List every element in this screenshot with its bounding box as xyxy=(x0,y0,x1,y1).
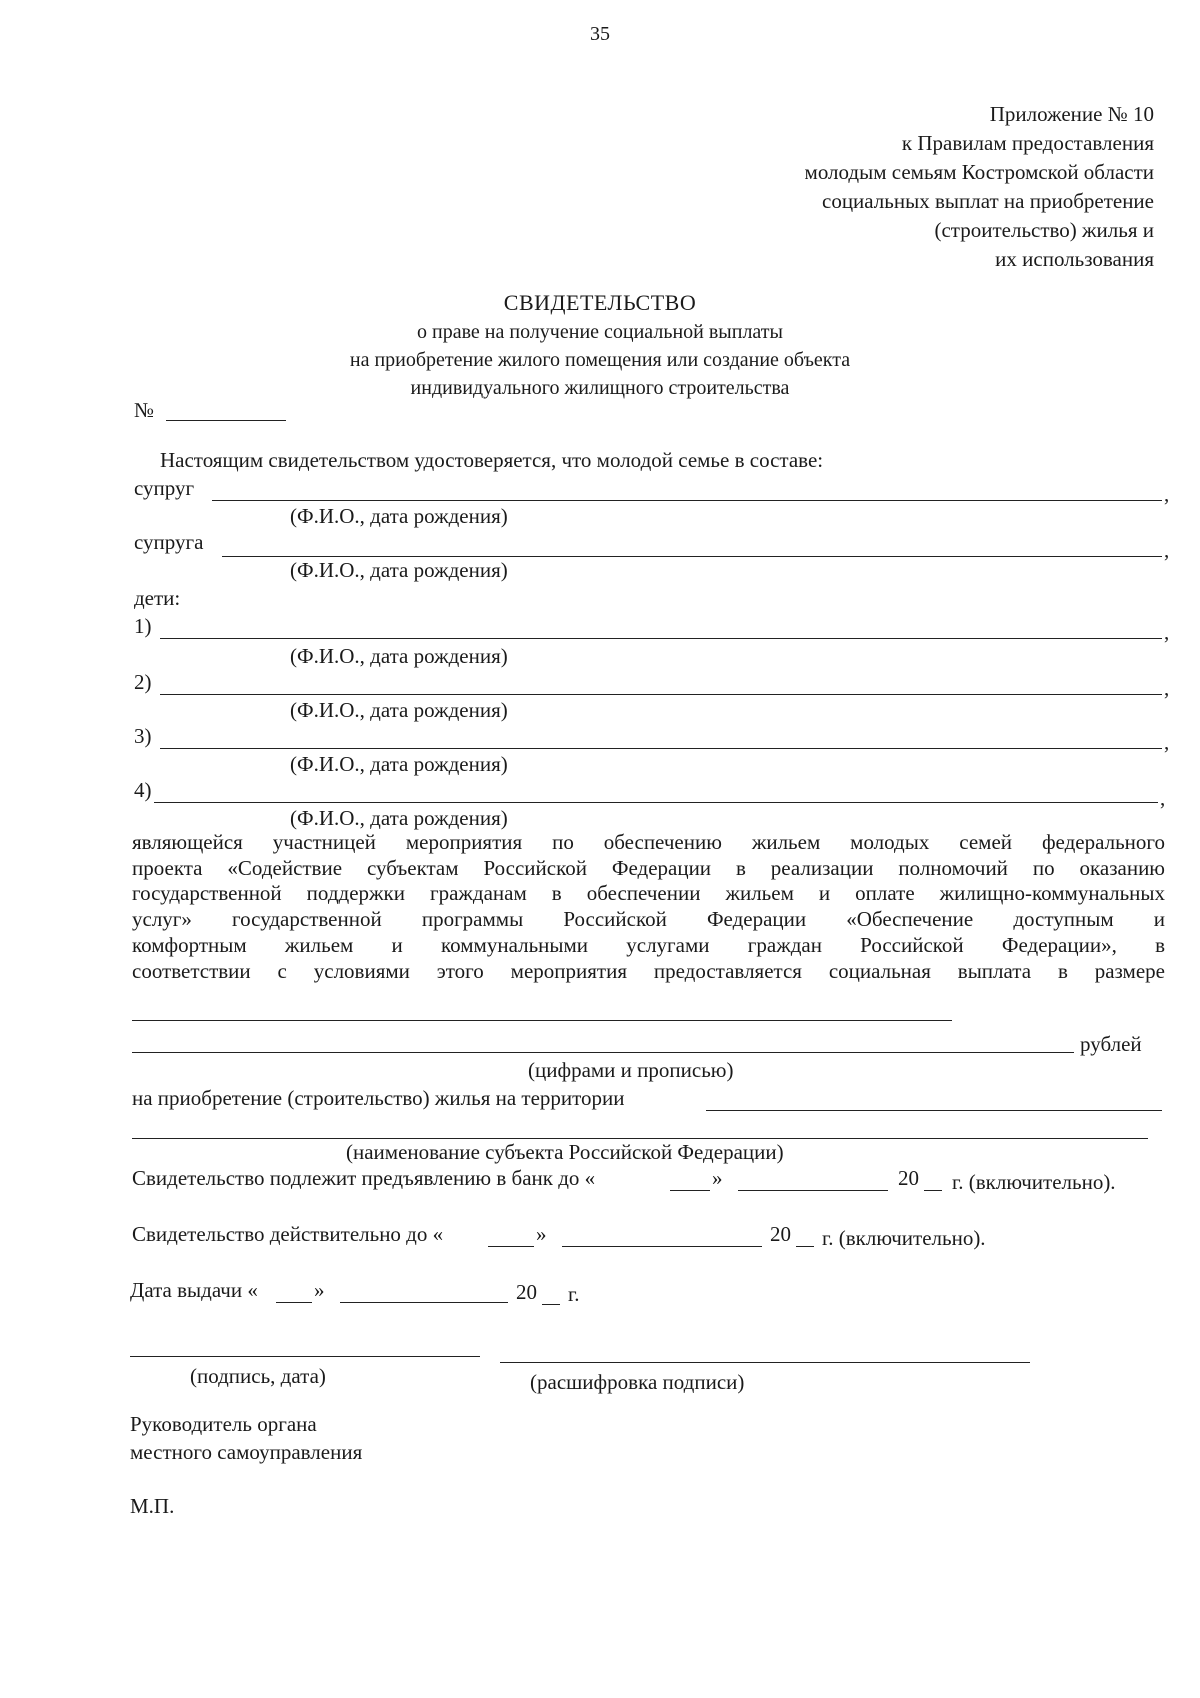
wife-label: супруга xyxy=(134,530,204,554)
comma: , xyxy=(1164,482,1170,506)
region-hint: (наименование субъекта Российской Федерации) xyxy=(346,1140,784,1164)
signature-hint: (подпись, дата) xyxy=(190,1364,326,1388)
comma: , xyxy=(1164,538,1170,562)
valid-year-prefix: 20 xyxy=(770,1222,791,1246)
child-index: 4) xyxy=(134,778,152,802)
children-label: дети: xyxy=(134,586,181,610)
issue-year-field[interactable] xyxy=(542,1304,560,1305)
paragraph-line: проекта «Содействие субъектам Российской Федерации в реализации полномочий по оказанию xyxy=(132,855,1165,880)
comma: , xyxy=(1164,730,1170,754)
number-label: № xyxy=(134,398,155,422)
wife-field[interactable] xyxy=(222,556,1162,557)
husband-label: супруг xyxy=(134,476,195,500)
valid-month-field[interactable] xyxy=(562,1246,762,1247)
appendix-line: их использования xyxy=(995,247,1154,271)
valid-line-suffix: г. (включительно). xyxy=(822,1226,986,1250)
amount-field-line-1[interactable] xyxy=(132,1020,952,1021)
valid-line-prefix: Свидетельство действительно до « xyxy=(132,1222,444,1246)
child-index: 1) xyxy=(134,614,152,638)
child-3-field[interactable] xyxy=(160,748,1162,749)
issue-month-field[interactable] xyxy=(340,1302,508,1303)
appendix-line: (строительство) жилья и xyxy=(934,218,1154,242)
paragraph-line: государственной поддержки гражданам в обеспечении жильем и оплате жилищно-коммунальных xyxy=(132,881,1165,906)
fio-hint: (Ф.И.О., дата рождения) xyxy=(290,806,508,830)
bank-year-field[interactable] xyxy=(924,1190,942,1191)
bank-line-suffix: г. (включительно). xyxy=(952,1170,1116,1194)
stamp-place-label: М.П. xyxy=(130,1494,175,1518)
issue-line-prefix: Дата выдачи « xyxy=(130,1278,258,1302)
appendix-line: социальных выплат на приобретение xyxy=(822,189,1154,213)
fio-hint: (Ф.И.О., дата рождения) xyxy=(290,644,508,668)
child-1-field[interactable] xyxy=(160,638,1162,639)
main-paragraph xyxy=(132,830,1165,984)
appendix-block xyxy=(805,100,1154,274)
fio-hint: (Ф.И.О., дата рождения) xyxy=(290,698,508,722)
page-number: 35 xyxy=(590,23,610,45)
document-title: СВИДЕТЕЛЬСТВО xyxy=(503,290,697,315)
intro-text: Настоящим свидетельством удостоверяется, что молодой семье в составе: xyxy=(160,448,824,472)
bank-month-field[interactable] xyxy=(738,1190,888,1191)
comma: , xyxy=(1164,676,1170,700)
child-2-field[interactable] xyxy=(160,694,1162,695)
appendix-line: к Правилам предоставления xyxy=(901,131,1154,155)
paragraph-line: комфортным жильем и коммунальными услугами граждан Российской Федерации», в xyxy=(132,932,1165,957)
bank-day-field[interactable] xyxy=(670,1190,710,1191)
child-index: 3) xyxy=(134,724,152,748)
child-4-field[interactable] xyxy=(154,802,1158,803)
paragraph-line: являющейся участницей мероприятия по обеспечению жильем молодых семей федерального xyxy=(132,830,1165,854)
head-title-line: местного самоуправления xyxy=(130,1440,363,1464)
valid-year-field[interactable] xyxy=(796,1246,814,1247)
issue-year-prefix: 20 xyxy=(516,1280,537,1304)
appendix-line: Приложение № 10 xyxy=(989,102,1154,126)
head-title-line: Руководитель органа xyxy=(130,1412,317,1436)
child-index: 2) xyxy=(134,670,152,694)
subtitle-line: на приобретение жилого помещения или создание объекта xyxy=(349,349,851,371)
fio-hint: (Ф.И.О., дата рождения) xyxy=(290,558,508,582)
issue-close-quote: » xyxy=(314,1278,325,1302)
husband-field[interactable] xyxy=(212,500,1162,501)
issue-line-suffix: г. xyxy=(568,1282,580,1306)
territory-label: на приобретение (строительство) жилья на территории xyxy=(132,1086,625,1110)
rubles-label: рублей xyxy=(1080,1032,1142,1056)
bank-year-prefix: 20 xyxy=(898,1166,919,1190)
comma: , xyxy=(1164,620,1170,644)
bank-line-prefix: Свидетельство подлежит предъявлению в банк до « xyxy=(132,1166,596,1190)
fio-hint: (Ф.И.О., дата рождения) xyxy=(290,752,508,776)
comma: , xyxy=(1160,786,1166,810)
valid-close-quote: » xyxy=(536,1222,547,1246)
decode-hint: (расшифровка подписи) xyxy=(530,1370,745,1394)
region-field[interactable] xyxy=(132,1138,1148,1139)
subtitle-line: о праве на получение социальной выплаты xyxy=(417,321,783,343)
paragraph-line: соответствии с условиями этого мероприятия предоставляется социальная выплата в размере xyxy=(132,958,1165,983)
subtitle-line: индивидуального жилищного строительства xyxy=(410,377,790,399)
signature-decode-field[interactable] xyxy=(500,1362,1030,1363)
issue-day-field[interactable] xyxy=(276,1302,312,1303)
bank-close-quote: » xyxy=(712,1166,723,1190)
appendix-line: молодым семьям Костромской области xyxy=(804,160,1154,184)
territory-field[interactable] xyxy=(706,1110,1162,1111)
valid-day-field[interactable] xyxy=(488,1246,534,1247)
amount-hint: (цифрами и прописью) xyxy=(528,1058,734,1082)
paragraph-line: услуг» государственной программы Российской Федерации «Обеспечение доступным и xyxy=(132,907,1165,932)
signature-field[interactable] xyxy=(130,1356,480,1357)
number-field[interactable] xyxy=(166,420,286,421)
amount-field-line-2[interactable] xyxy=(132,1052,1074,1053)
fio-hint: (Ф.И.О., дата рождения) xyxy=(290,504,508,528)
